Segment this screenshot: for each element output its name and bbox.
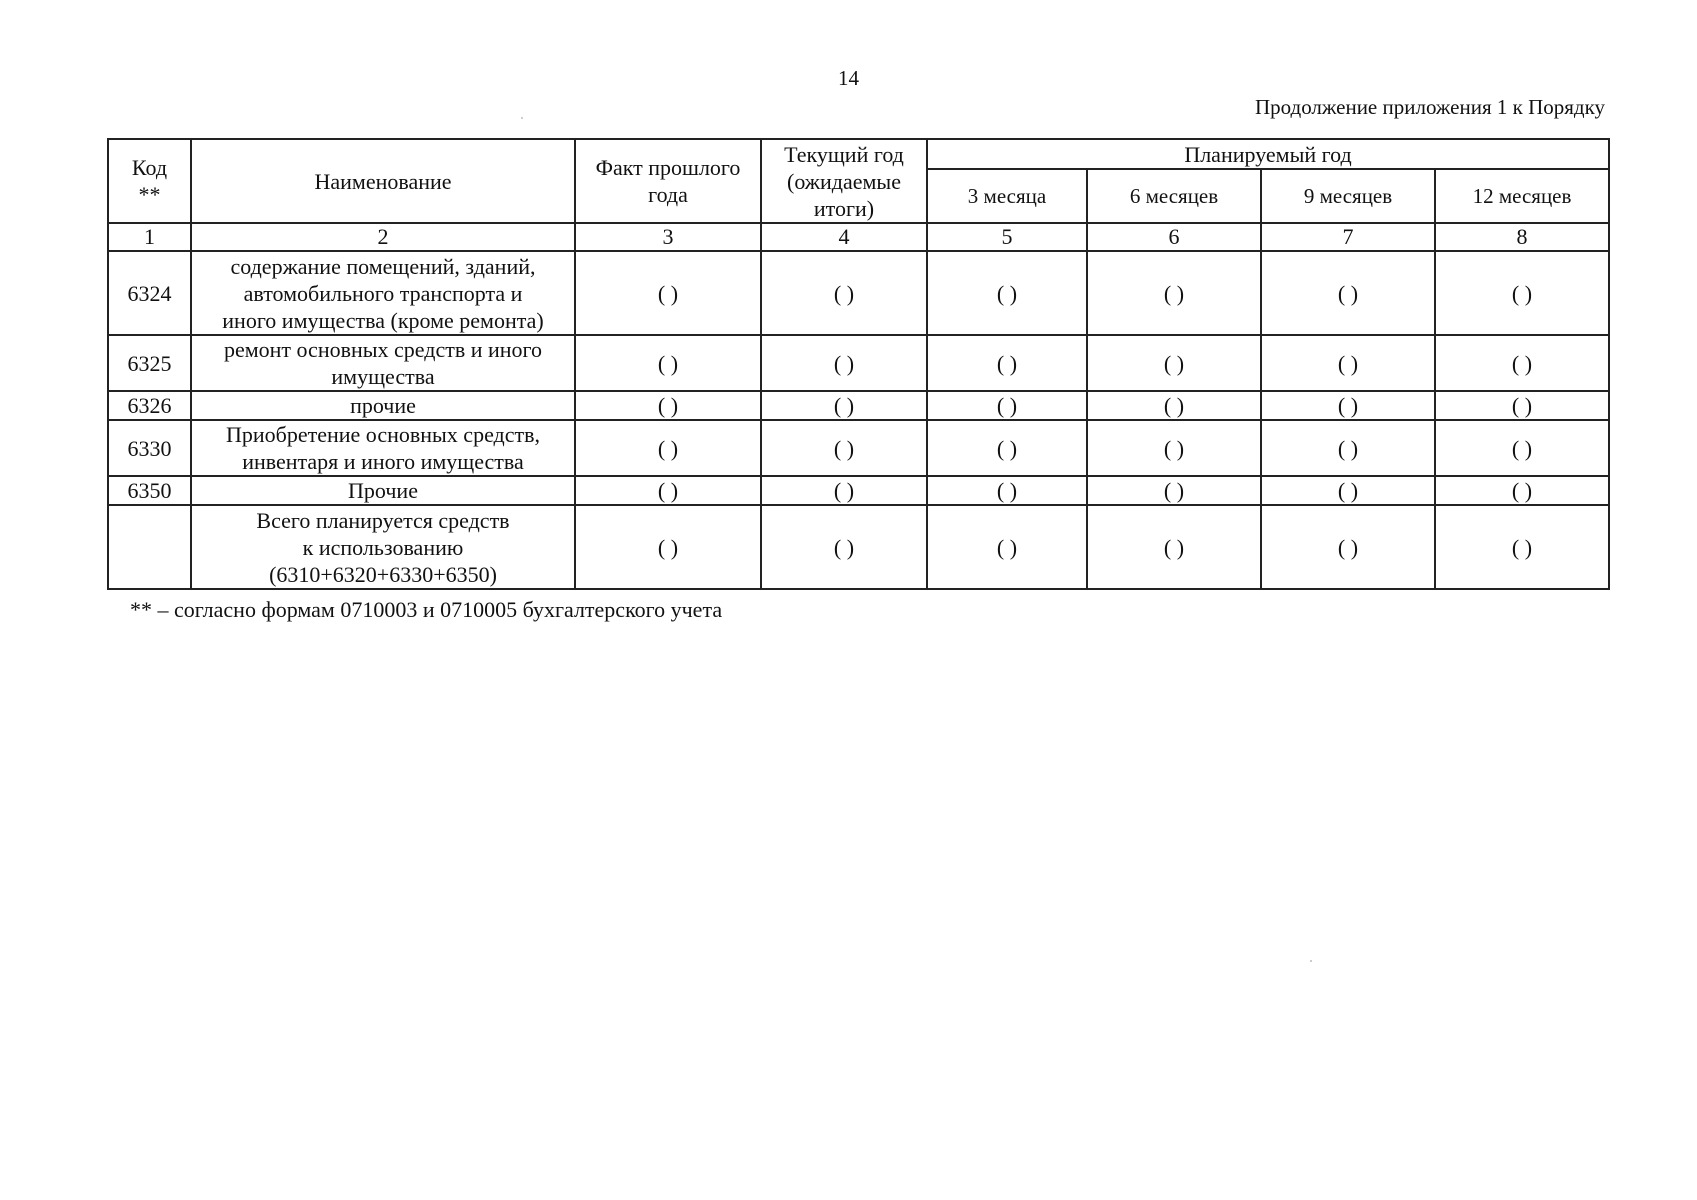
- value-cell: ( ): [927, 505, 1087, 589]
- row-name-line: иного имущества (кроме ремонта): [222, 307, 544, 333]
- value-cell: ( ): [761, 251, 927, 335]
- footnote: ** – согласно формам 0710003 и 0710005 бухгалтерского учета: [130, 597, 723, 622]
- header-current-line3: итоги): [813, 195, 875, 221]
- table-row: [108, 420, 1609, 476]
- scan-speck: [521, 117, 523, 119]
- column-number: 2: [191, 223, 575, 251]
- value-cell: ( ): [1087, 505, 1261, 589]
- column-number: 3: [575, 223, 761, 251]
- value-cell: ( ): [761, 391, 927, 420]
- row-name-line: прочие: [350, 393, 416, 418]
- header-code-label: Код: [131, 155, 168, 180]
- row-name: [191, 420, 575, 476]
- value-cell: ( ): [1435, 335, 1609, 391]
- value-cell: ( ): [1435, 251, 1609, 335]
- column-number: 1: [108, 223, 191, 251]
- row-name-line: Приобретение основных средств,: [225, 422, 541, 447]
- header-fact: [575, 139, 761, 223]
- header-current: [761, 139, 927, 223]
- header-name: Наименование: [191, 139, 575, 223]
- header-fact-label: Факт прошлого года: [595, 155, 741, 207]
- page-number: 14: [838, 66, 859, 90]
- row-name-line: ремонт основных средств и иного: [223, 337, 543, 362]
- report-table: [107, 138, 1610, 590]
- value-cell: ( ): [575, 391, 761, 420]
- header-3-months: 3 месяца: [927, 169, 1087, 223]
- header-code: [108, 139, 191, 223]
- row-name-line: (6310+6320+6330+6350): [269, 561, 497, 587]
- header-current-line1: Текущий год: [784, 141, 904, 167]
- value-cell: ( ): [1261, 505, 1435, 589]
- row-code: 6324: [108, 251, 191, 335]
- value-cell: ( ): [1261, 420, 1435, 476]
- value-cell: ( ): [927, 476, 1087, 505]
- row-name: [191, 505, 575, 589]
- row-code: 6330: [108, 420, 191, 476]
- value-cell: ( ): [1261, 335, 1435, 391]
- value-cell: ( ): [1087, 420, 1261, 476]
- value-cell: ( ): [575, 505, 761, 589]
- column-number-row: [108, 223, 1609, 251]
- row-code: [108, 505, 191, 589]
- table-row: [108, 476, 1609, 505]
- table-row: [108, 335, 1609, 391]
- table-row: [108, 391, 1609, 420]
- appendix-note: Продолжение приложения 1 к Порядку: [1254, 95, 1605, 119]
- scan-speck: [1310, 960, 1312, 962]
- value-cell: ( ): [927, 391, 1087, 420]
- header-12-months: 12 месяцев: [1435, 169, 1609, 223]
- value-cell: ( ): [761, 335, 927, 391]
- row-name: [191, 391, 575, 420]
- value-cell: ( ): [575, 251, 761, 335]
- column-number: 5: [927, 223, 1087, 251]
- column-number: 8: [1435, 223, 1609, 251]
- row-name-line: имущества: [331, 364, 435, 389]
- value-cell: ( ): [761, 476, 927, 505]
- value-cell: ( ): [1261, 251, 1435, 335]
- value-cell: ( ): [1435, 391, 1609, 420]
- value-cell: ( ): [761, 420, 927, 476]
- row-code: 6350: [108, 476, 191, 505]
- header-planned: Планируемый год: [927, 139, 1609, 169]
- value-cell: ( ): [1261, 391, 1435, 420]
- value-cell: ( ): [1435, 505, 1609, 589]
- row-name: [191, 335, 575, 391]
- value-cell: ( ): [575, 420, 761, 476]
- value-cell: ( ): [1435, 420, 1609, 476]
- value-cell: ( ): [575, 335, 761, 391]
- row-name-line: содержание помещений, зданий,: [230, 253, 536, 279]
- value-cell: ( ): [1261, 476, 1435, 505]
- value-cell: ( ): [761, 505, 927, 589]
- row-name: [191, 251, 575, 335]
- value-cell: ( ): [575, 476, 761, 505]
- header-row-top: [108, 139, 1609, 169]
- value-cell: ( ): [1087, 335, 1261, 391]
- row-name-line: инвентаря и иного имущества: [242, 449, 524, 474]
- value-cell: ( ): [927, 335, 1087, 391]
- table-row: [108, 505, 1609, 589]
- header-code-marker: **: [138, 182, 161, 207]
- row-name-line: Всего планируется средств: [256, 507, 510, 533]
- value-cell: ( ): [927, 420, 1087, 476]
- value-cell: ( ): [1087, 476, 1261, 505]
- value-cell: ( ): [1087, 391, 1261, 420]
- header-9-months: 9 месяцев: [1261, 169, 1435, 223]
- header-current-line2: (ожидаемые: [787, 168, 901, 194]
- column-number: 6: [1087, 223, 1261, 251]
- row-code: 6325: [108, 335, 191, 391]
- row-name: [191, 476, 575, 505]
- value-cell: ( ): [927, 251, 1087, 335]
- row-name-line: Прочие: [348, 478, 418, 503]
- row-name-line: к использованию: [302, 534, 464, 560]
- column-number: 7: [1261, 223, 1435, 251]
- row-name-line: автомобильного транспорта и: [243, 280, 523, 306]
- value-cell: ( ): [1087, 251, 1261, 335]
- column-number: 4: [761, 223, 927, 251]
- table-row: [108, 251, 1609, 335]
- value-cell: ( ): [1435, 476, 1609, 505]
- header-6-months: 6 месяцев: [1087, 169, 1261, 223]
- row-code: 6326: [108, 391, 191, 420]
